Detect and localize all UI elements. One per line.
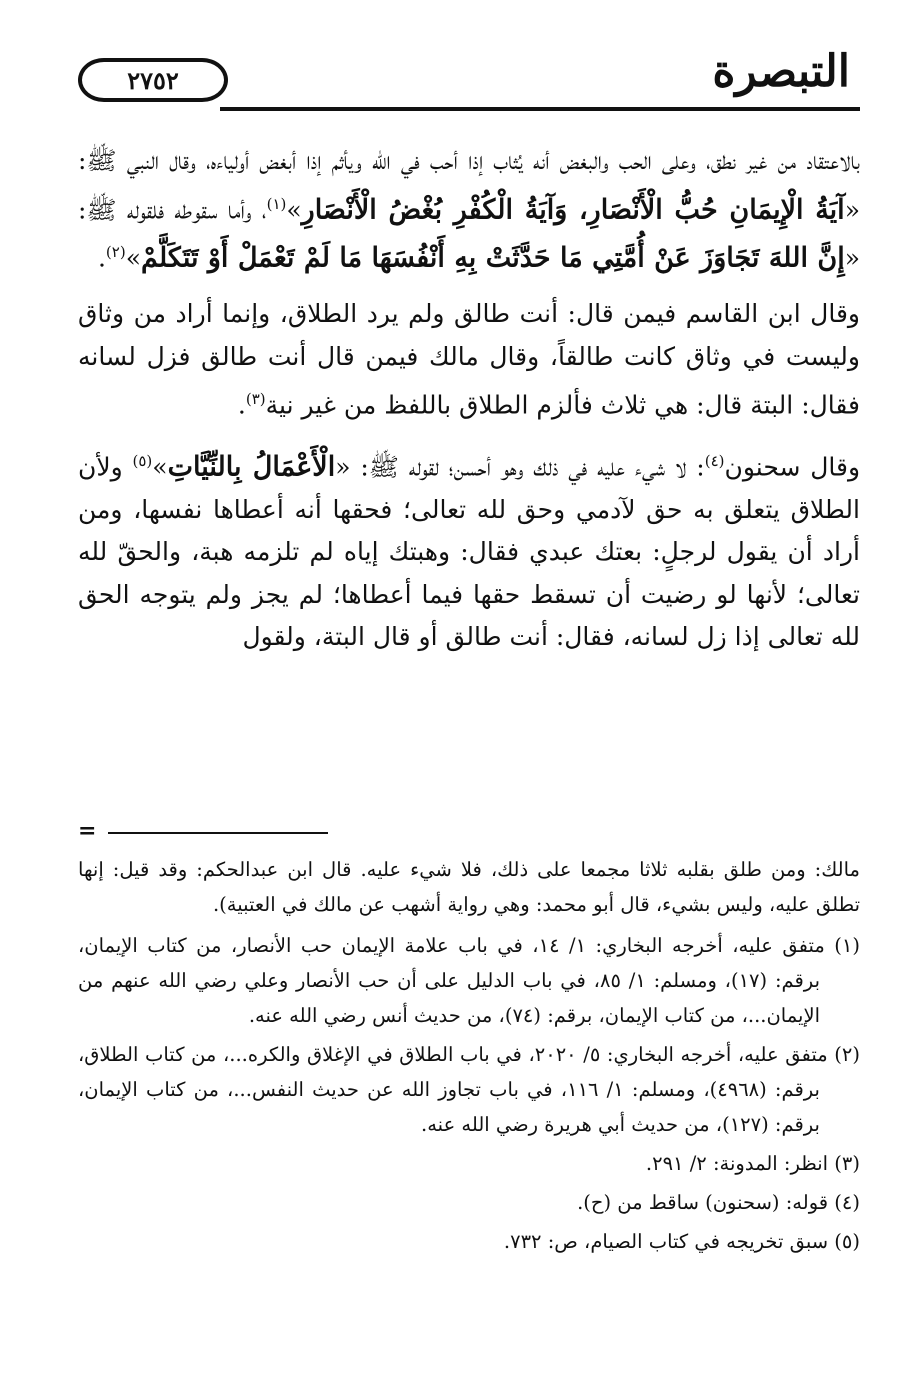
footnote-number: (٢) bbox=[834, 1043, 860, 1066]
footnote-item bbox=[78, 1224, 860, 1259]
main-text bbox=[78, 140, 860, 672]
footnote-item bbox=[78, 1185, 860, 1220]
footnote-text: متفق عليه، أخرجه البخاري: ٥/ ٢٠٢٠، في باب الطلاق في الإغلاق والكره...، من كتاب الطلاق، برقم: (٤٩٦٨)، ومسلم: ١/ ١١٦، في باب تجاوز الله عن حديث النفس...، من كتاب الإيمان، برقم: (١٢٧)، من حديث أبي هريرة رضي الله عنه. bbox=[78, 1043, 828, 1136]
footnote-text: سبق تخريجه في كتاب الصيام، ص: ٧٣٢. bbox=[503, 1230, 829, 1253]
paragraph-1 bbox=[78, 140, 860, 280]
hadith-quote: إِنَّ اللهَ تَجَاوَزَ عَنْ أُمَّتِي مَا حَدَّثَتْ بِهِ أَنْفُسَهَا مَا لَمْ تَعْمَلْ أَوْ تَتَكَلَّمْ bbox=[141, 242, 845, 274]
text-segment: وقال ابن القاسم فيمن قال: أنت طالق ولم يرد الطلاق، وإنما أراد من وثاق وليست في وثاق كانت طالقاً، وقال مالك فيمن قال أنت طالق فزل لسانه فقال: البتة قال: هي ثلاث فألزم الطلاق باللفظ من غير نية bbox=[78, 299, 860, 420]
hadith-quote: الْأَعْمَالُ بِالنِّيَّاتِ bbox=[167, 451, 336, 483]
text-segment: . bbox=[237, 390, 246, 420]
footnote-text: انظر: المدونة: ٢/ ٢٩١. bbox=[645, 1152, 829, 1175]
footnote-ref[interactable]: (٣) bbox=[245, 390, 266, 409]
text-segment: » bbox=[286, 194, 302, 224]
footnote-number: (٥) bbox=[834, 1230, 860, 1253]
page-number-badge bbox=[78, 58, 228, 102]
text-segment: ولأن الطلاق يتعلق به حق لآدمي وحق لله تعالى؛ فحقها أنه أعطاها نفسها، ومن أراد أن يقول لرجلٍ: بعتك عبدي فقال: وهبتك إياه لم تلزمه هبة، والحقّ لله تعالى؛ لأنها لو رضيت أن تسقط حقها فيما أعطاها؛ لم يجز ولم يتوجه الحق لله تعالى إذا زل لسانه، فقال: أنت طالق أو قال البتة، ولقول bbox=[78, 452, 860, 652]
footnote-number: (١) bbox=[834, 934, 860, 957]
text-segment: ، وأما سقوطه فلقوله ﷺ: « bbox=[78, 194, 860, 273]
header-rule bbox=[220, 107, 860, 111]
footnote-item bbox=[78, 1037, 860, 1142]
footnote-continuation: مالك: ومن طلق بقلبه ثلاثا مجمعا على ذلك، فلا شيء عليه. قال ابن عبدالحكم: وقد قيل: إنها تطلق عليه، وليس بشيء، قال أبو محمد: وهي رواية أشهب عن مالك في العتبية). bbox=[78, 858, 860, 916]
separator-line bbox=[108, 832, 328, 834]
paragraph-3 bbox=[78, 440, 860, 659]
footnote-text: قوله: (سحنون) ساقط من (ح). bbox=[577, 1191, 829, 1214]
footnote-ref[interactable]: (٤) bbox=[704, 451, 725, 470]
text-segment: » bbox=[125, 243, 141, 273]
footnote-ref[interactable]: (٥) bbox=[132, 451, 153, 470]
text-segment: . bbox=[97, 243, 106, 273]
text-segment: وقال سحنون bbox=[724, 452, 861, 482]
text-segment: بالاعتقاد من غير نطق، وعلى الحب والبغض أنه يُثاب إذا أحب في الله ويأثم إذا أبغض أولياءه، وقال النبي ﷺ: « bbox=[78, 146, 860, 224]
book-title: التبصرة bbox=[712, 46, 850, 97]
footnote-ref[interactable]: (٢) bbox=[105, 243, 126, 262]
footnote-item bbox=[78, 1146, 860, 1181]
continuation-mark: = bbox=[78, 818, 97, 844]
footnotes bbox=[78, 852, 860, 1263]
page-number: ٢٧٥٢ bbox=[127, 65, 179, 95]
footnote-item bbox=[78, 928, 860, 1033]
footnote-separator bbox=[78, 818, 328, 844]
page-header bbox=[70, 44, 860, 114]
hadith-quote: آيَةُ الْإِيمَانِ حُبُّ الْأَنْصَارِ، وَآيَةُ الْكُفْرِ بُغْضُ الْأَنْصَارِ bbox=[301, 193, 845, 225]
footnote-ref[interactable]: (١) bbox=[266, 194, 287, 213]
footnote-number: (٤) bbox=[834, 1191, 860, 1214]
paragraph-2 bbox=[78, 293, 860, 427]
text-segment: : لا شيء عليه في ذلك وهو أحسن؛ لقوله ﷺ: « bbox=[335, 452, 705, 482]
text-segment: » bbox=[152, 452, 168, 482]
footnote-number: (٣) bbox=[834, 1152, 860, 1175]
footnote-text: متفق عليه، أخرجه البخاري: ١/ ١٤، في باب علامة الإيمان حب الأنصار، من كتاب الإيمان، برقم: (١٧)، ومسلم: ١/ ٨٥، في باب الدليل على أن حب الأنصار وعلي رضي الله عنهم من الإيمان...، من كتاب الإيمان، برقم: (٧٤)، من حديث أنس رضي الله عنه. bbox=[78, 934, 825, 1027]
